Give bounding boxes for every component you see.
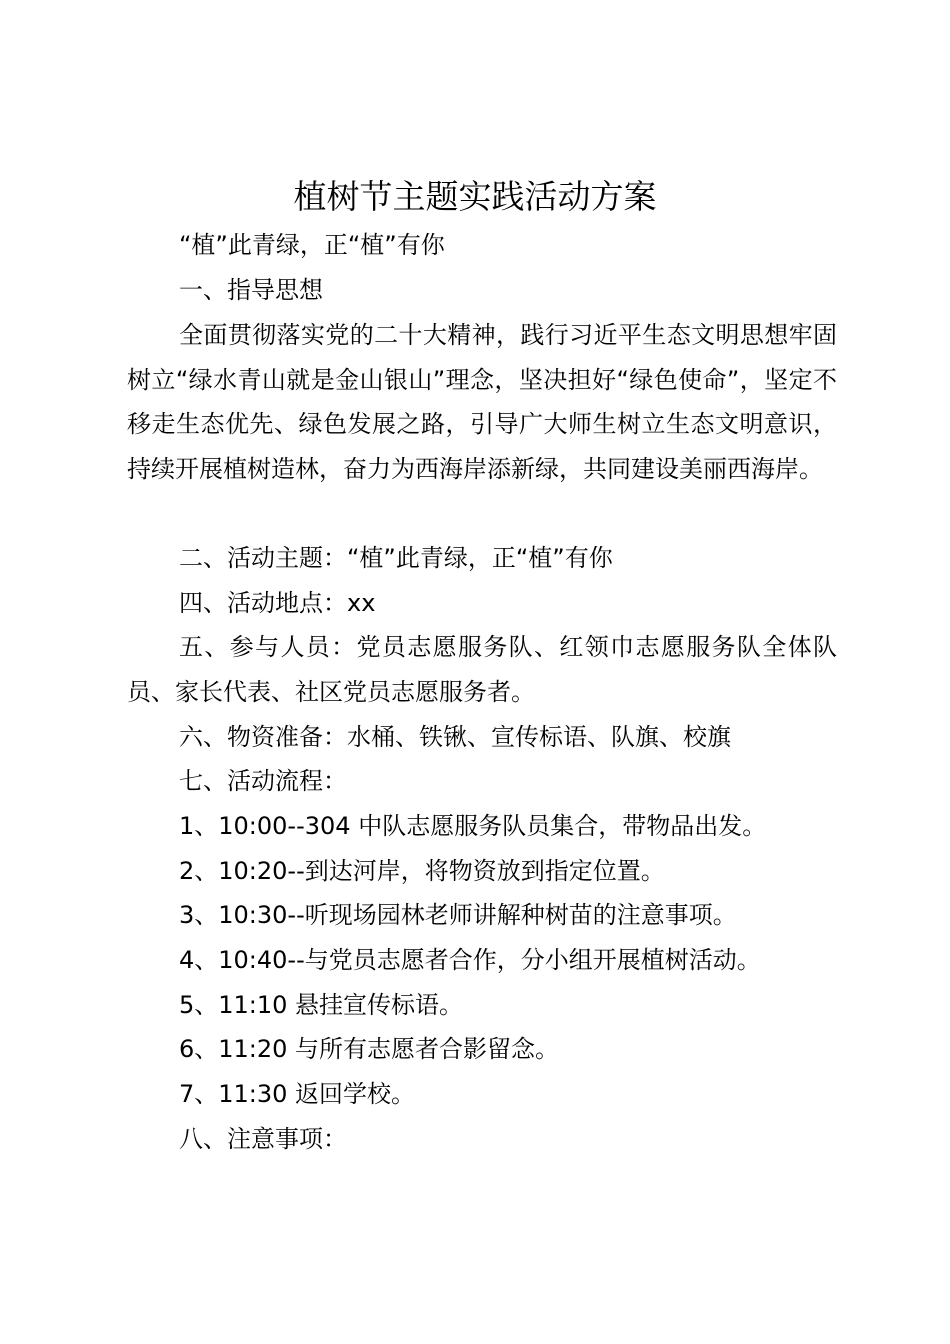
process-step: 1、10:00--304 中队志愿服务队员集合，带物品出发。 [179, 812, 767, 840]
section-activity-theme: 二、活动主题：“植”此青绿，正“植”有你 [179, 544, 613, 572]
section-materials: 六、物资准备：水桶、铁锹、宣传标语、队旗、校旗 [179, 723, 731, 751]
guiding-ideology-paragraph: 全面贯彻落实党的二十大精神，践行习近平生态文明思想牢固树立“绿水青山就是金山银山”理念，坚决担好“绿色使命”，坚定不移走生态优先、绿色发展之路，引导广大师生树立生态文明意识，持续开展植树造林，奋力为西海岸添新绿，共同建设美丽西海岸。 [127, 321, 837, 483]
section-activity-location: 四、活动地点：xx [179, 589, 376, 617]
section-heading-precautions: 八、注意事项： [179, 1125, 347, 1153]
process-step: 5、11:10 悬挂宣传标语。 [179, 991, 464, 1019]
process-step: 4、10:40--与党员志愿者合作，分小组开展植树活动。 [179, 946, 761, 974]
process-step: 2、10:20--到达河岸，将物资放到指定位置。 [179, 857, 665, 885]
process-step: 6、11:20 与所有志愿者合影留念。 [179, 1035, 560, 1063]
section-heading-activity-process: 七、活动流程： [179, 767, 347, 795]
process-step: 3、10:30--听现场园林老师讲解种树苗的注意事项。 [179, 901, 737, 929]
process-step: 7、11:30 返回学校。 [179, 1080, 416, 1108]
document-title: 植树节主题实践活动方案 [293, 177, 657, 216]
section-participants: 五、参与人员：党员志愿服务队、红领巾志愿服务队全体队员、家长代表、社区党员志愿服务者。 [127, 633, 837, 706]
document-subtitle: “植”此青绿，正“植”有你 [179, 231, 445, 259]
section-heading-guiding-ideology: 一、指导思想 [179, 276, 323, 304]
